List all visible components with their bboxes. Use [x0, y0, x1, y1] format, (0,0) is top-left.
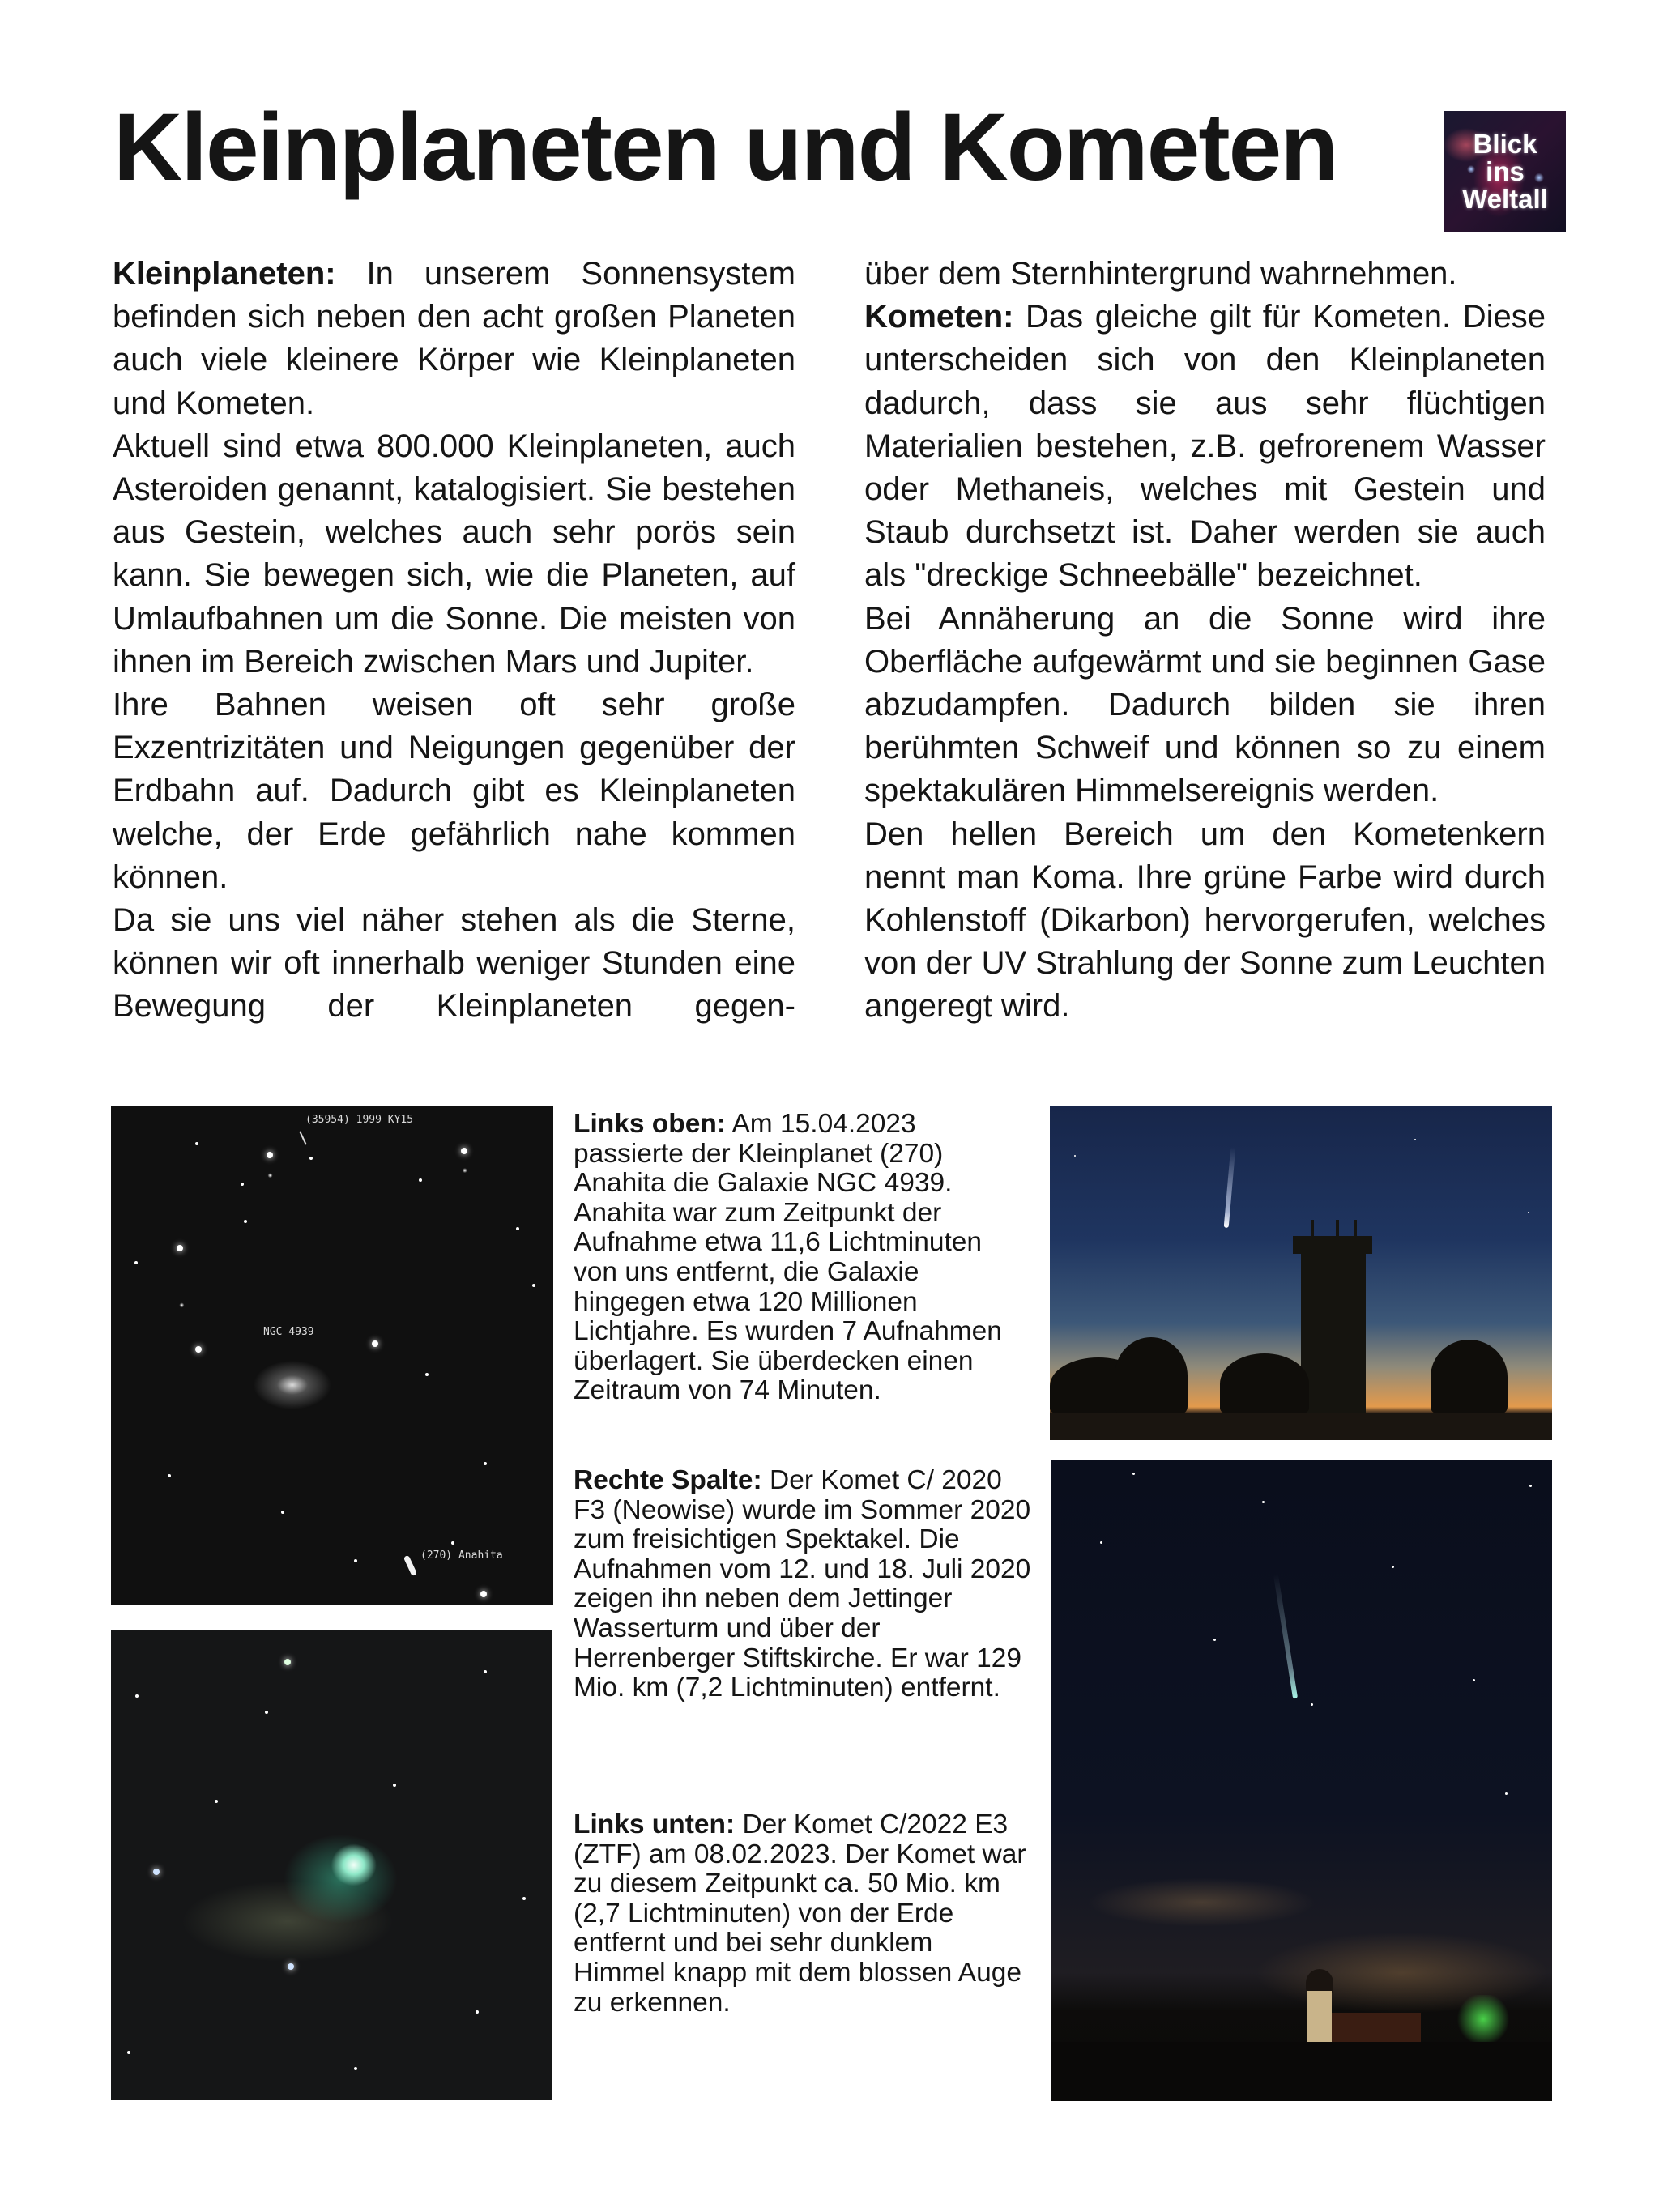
photo-ngc4939-anahita [111, 1106, 553, 1605]
photo-neowise-stiftskirche [1051, 1460, 1552, 2101]
comet-neowise-icon [1273, 1574, 1298, 1698]
kleinplaneten-heading: Kleinplaneten: [113, 256, 336, 292]
kometen-paragraph-3: Den hellen Bereich um den Kometenkern nennt man Koma. Ihre grüne Farbe wird durch Kohlenstoff (Dikarbon) hervorgerufen, welches von der UV Strahlung der Sonne zum Leuchten angeregt wird. [864, 816, 1546, 1025]
kleinplaneten-paragraph-1 [113, 253, 795, 425]
caption-text: Am 15.04.2023 passierte der Kleinplanet (270) Anahita die Galaxie NGC 4939. Anahita war zum Zeitpunkt der Aufnahme etwa 11,6 Lichtminuten von uns entfernt, die Galaxie hingegen etwa 120 Millionen Lichtjahre. Es wurden 7 Aufnahmen überlagert. Sie überdecken einen Zeitraum von 74 Minuten. [574, 1109, 1002, 1406]
anahita-trail-icon [403, 1555, 417, 1577]
label-anahita: (270) Anahita [420, 1549, 503, 1562]
caption-rechte-spalte [574, 1466, 1032, 1703]
kometen-heading: Kometen: [864, 299, 1014, 335]
comet-neowise-icon [1224, 1147, 1236, 1228]
page-title: Kleinplaneten und Kometen [113, 94, 1337, 201]
caption-text: Der Komet C/ 2020 F3 (Neowise) wurde im Sommer 2020 zum freisichtigen Spektakel. Die Aufnahmen vom 12. und 18. Juli 2020 zeigen ihn neben dem Jettinger Wasserturm und über der Herrenberger Stiftskirche. Er war 129 Mio. km (7,2 Lichtminuten) entfernt. [574, 1465, 1031, 1703]
logo-line-3: Weltall [1462, 184, 1548, 214]
photo-neowise-wasserturm [1050, 1106, 1552, 1440]
logo-line-2: ins [1486, 156, 1525, 186]
caption-links-oben [574, 1110, 1032, 1406]
caption-text: Der Komet C/2022 E3 (ZTF) am 08.02.2023. Der Komet war zu diesem Zeitpunkt ca. 50 Mio. km (2,7 Lichtminuten) von der Erde entfernt und bei sehr dunklem Himmel knapp mit dem blossen Auge zu erkennen. [574, 1809, 1026, 2018]
photo-comet-ztf [111, 1630, 552, 2100]
blick-ins-weltall-logo [1444, 111, 1566, 232]
body-column-right [864, 253, 1546, 1029]
logo-line-1: Blick [1473, 129, 1537, 159]
paragraph-text: In unserem Sonnensystem befinden sich neben den acht großen Planeten auch viele kleinere Körper wie Kleinplaneten und Kometen. [113, 256, 795, 421]
kometen-paragraph-2: Bei Annäherung an die Sonne wird ihre Oberfläche aufgewärmt und sie beginnen Gase abzudampfen. Dadurch bilden sie ihren berühmten Schweif und können so zu einem spektakulären Himmelsereignis werden. [864, 600, 1546, 809]
label-asteroid-35954: (35954) 1999 KY15 [305, 1114, 414, 1126]
kleinplaneten-paragraph-4-continued: über dem Sternhintergrund wahrnehmen. [864, 256, 1457, 292]
kleinplaneten-paragraph-3: Ihre Bahnen weisen oft sehr große Exzentrizitäten und Neigungen gegenüber der Erdbahn auf. Dadurch gibt es Kleinplaneten welche, der Erde gefährlich nahe kommen können. [113, 687, 795, 895]
caption-heading: Rechte Spalte: [574, 1465, 762, 1495]
caption-heading: Links oben: [574, 1109, 726, 1139]
body-column-left [113, 253, 795, 1029]
asteroid-trail-icon [299, 1131, 306, 1144]
caption-heading: Links unten: [574, 1809, 736, 1839]
label-ngc4939: NGC 4939 [263, 1326, 314, 1338]
paragraph-text: Das gleiche gilt für Kometen. Diese unterscheiden sich von den Kleinplaneten dadurch, dass sie aus sehr flüchtigen Materialien bestehen, z.B. gefrorenem Wasser oder Methaneis, welches mit Gestein und Staub durchsetzt ist. Daher werden sie auch als "dreckige Schneebälle" bezeichnet. [864, 299, 1546, 594]
kleinplaneten-paragraph-4: Da sie uns viel näher stehen als die Sterne, können wir oft innerhalb weniger Stunden eine Bewegung der Kleinplaneten gegen- [113, 902, 795, 1025]
caption-links-unten [574, 1810, 1032, 2018]
kometen-paragraph-1 [864, 296, 1546, 597]
kleinplaneten-paragraph-2: Aktuell sind etwa 800.000 Kleinplaneten, auch Asteroiden genannt, katalogisiert. Sie bestehen aus Gestein, welches auch sehr porös sein kann. Sie bewegen sich, wie die Planeten, auf Umlaufbahnen um die Sonne. Die meisten von ihnen im Bereich zwischen Mars und Jupiter. [113, 428, 795, 680]
